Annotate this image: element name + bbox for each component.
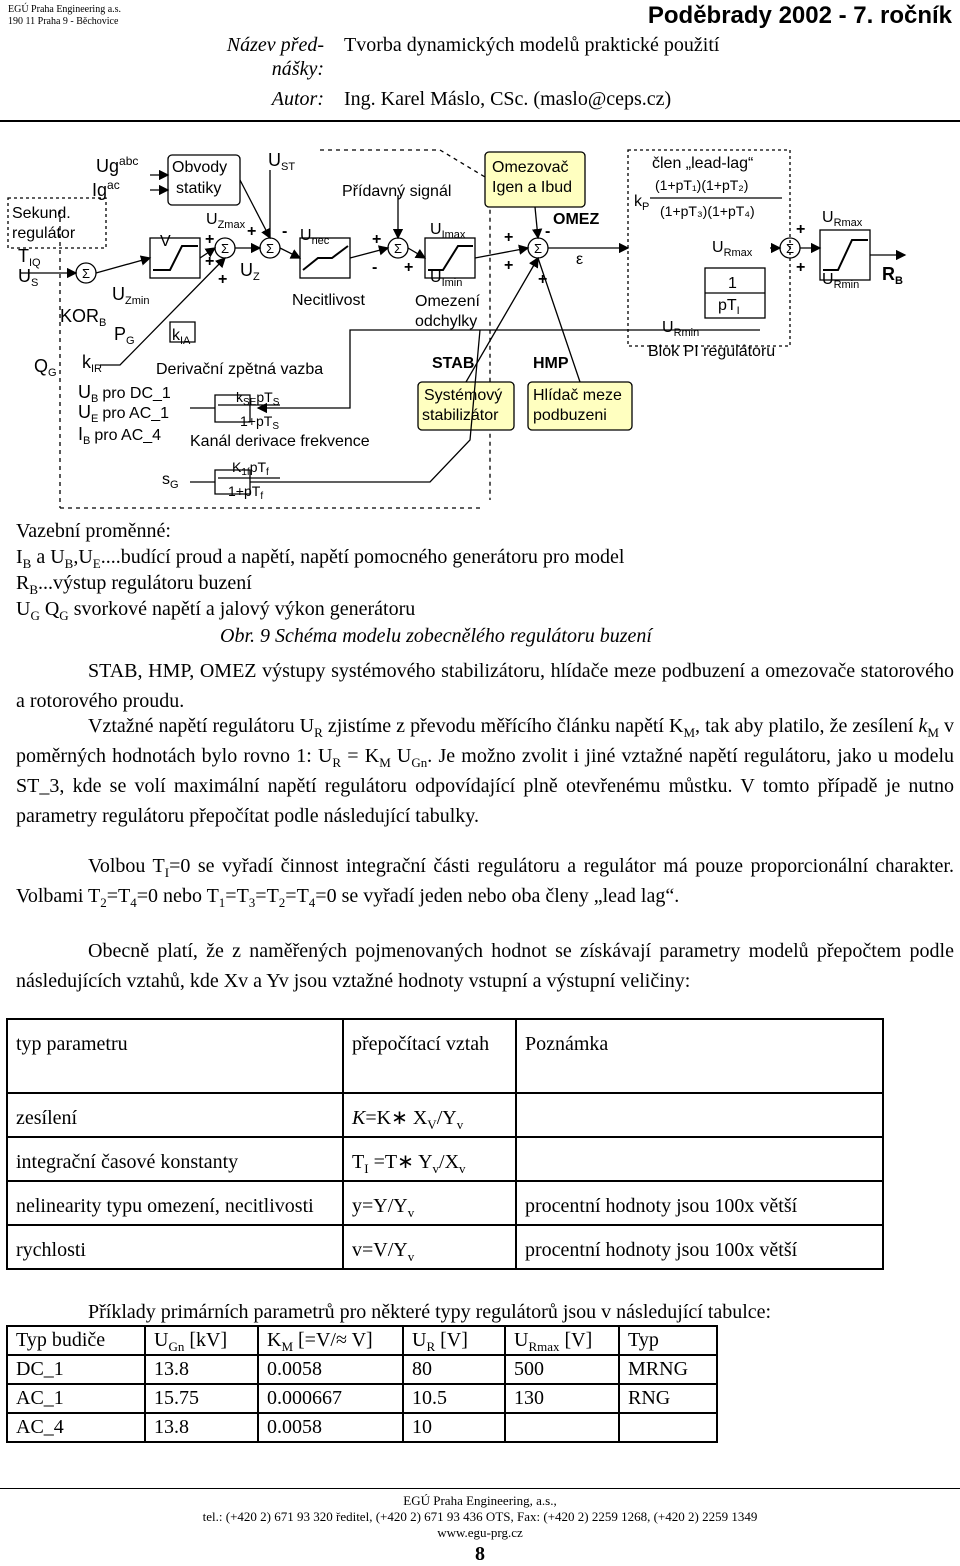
kp-label: $k_P$ (634, 193, 650, 213)
paragraph-ti: Volbou $T_I=0$ se vyřadí činnost integrační části regulátoru a regulátor má pouze proporcionální charakter. Volbami $T_2=T_4=0$ nebo $T_1=T_3=T_2=T_4=0$ se vyřadí jeden nebo oba členy „lead lag“. (16, 855, 954, 910)
u-rmin-outer-label: $U_{Rmin}$ (822, 271, 860, 291)
sign-plus: + (205, 231, 215, 248)
table-cell: 130 (505, 1384, 619, 1413)
omezovac-line1: Omezovač (492, 159, 569, 176)
table-cell: 80 (403, 1355, 505, 1384)
table-row (7, 1181, 883, 1225)
table-cell: 13.8 (145, 1355, 258, 1384)
sign-plus: + (218, 271, 228, 288)
table-cell: MRNG (619, 1355, 717, 1384)
page-number: 8 (475, 1543, 485, 1565)
table-cell: 500 (505, 1355, 619, 1384)
table-cell: 10 (403, 1413, 505, 1442)
u-nec-label: $U_{nec}$ (300, 227, 330, 247)
header-divider (0, 120, 960, 122)
table-cell: RNG (619, 1384, 717, 1413)
sign-plus: + (372, 231, 382, 248)
table-cell (505, 1413, 619, 1442)
regulator-block-diagram (0, 140, 960, 515)
sign-minus: - (545, 223, 551, 240)
paragraph-general: Obecně platí, že z naměřených pojmenovaných hodnot se získávají parametry modelů přepočtem podle následujících vztahů, kde Xv a Yv jsou vztažné hodnoty vstupní a výstupní veličiny: (16, 940, 954, 992)
u-zmin-label: $U_{Zmin}$ (112, 284, 150, 307)
table-row (7, 1413, 717, 1442)
examples-sentence: Příklady primárních parametrů pro některé typy regulátorů jsou v následující tabulce: (88, 1301, 772, 1323)
obvody-label: Obvody (172, 159, 228, 176)
kse-denominator: $1+pT_S$ (240, 413, 279, 432)
sign-plus: + (205, 253, 215, 270)
necitlivost-label: Necitlivost (292, 292, 365, 309)
paragraph-reference-voltage: Vztažné napětí regulátoru $U_R$ zjistíme z převodu měřícího článku napětí $K_M$, tak aby platilo, že zesílení $k_M$ v poměrných hodnotách bylo rovno 1: $U_R = K_M$ $U_{Gn}$. Je možno zvolit i jiné vztažné napětí regulátoru, jako u modelu ST_3, kde se volí maximální napětí regulátoru odpovídající plně otevřenému můstku. V tomto případě je nutno parametry regulátoru přepočítat podle následující tabulky. (16, 715, 955, 827)
table-row (7, 1137, 883, 1181)
conversion-table (6, 1018, 884, 1270)
lead-lag-numerator: (1+pT₁)(1+pT₂) (655, 177, 749, 193)
t-iq-label: $T_{IQ}$ (18, 246, 41, 269)
sum1-sigma: Σ (81, 266, 91, 281)
sum2-sigma: Σ (220, 241, 230, 256)
table-row (7, 1355, 717, 1384)
u-rmax-inner-label: $U_{Rmax}$ (712, 239, 753, 259)
table-cell: DC_1 (7, 1355, 145, 1384)
sum5-sigma: Σ (533, 241, 543, 256)
table-cell (516, 1093, 883, 1137)
pi-numerator: 1 (728, 275, 737, 292)
sign-minus: - (282, 223, 288, 240)
table-row (7, 1384, 717, 1413)
table-cell: zesílení (7, 1093, 343, 1137)
v-label: V (160, 233, 171, 250)
lecture-name-label-line2: nášky: (271, 58, 324, 80)
hmp-box-line2: podbuzeni (533, 407, 607, 424)
vazebni-line-ug: $U_G$ $Q_G$ svorkové napětí a jalový výkon generátoru (16, 598, 416, 623)
footer-company: EGÚ Praha Engineering, a.s., (403, 1493, 557, 1508)
stab-box-line2: stabilizátor (422, 407, 499, 424)
table-header-cell: $U_{Rmax}$ [V] (505, 1326, 619, 1355)
table-cell: 13.8 (145, 1413, 258, 1442)
sign-minus: - (372, 259, 378, 276)
vazebni-line-ib: $I_B$ a $U_B,U_E....budící$ proud a napětí, napětí pomocného generátoru pro model (16, 546, 625, 571)
sign-plus: + (247, 223, 257, 240)
lecture-name-label-line1: Název před- (226, 34, 324, 56)
event-title: Poděbrady 2002 - 7. ročník (647, 2, 952, 29)
u-s-label: $U_S$ (18, 266, 39, 289)
table-header-cell: Typ (619, 1326, 717, 1355)
k-ia-label: $k_{IA}$ (172, 327, 191, 347)
lead-lag-label: člen „lead-lag“ (652, 155, 754, 172)
sign-plus: + (538, 271, 548, 288)
k1f-numerator: $K_{1f}pT_f$ (232, 459, 269, 478)
k1f-denominator: $1+pT_f$ (228, 483, 264, 502)
u-rmax-outer-label: $U_{Rmax}$ (822, 209, 863, 229)
regulator-label: regulátor (12, 225, 76, 242)
sum3-sigma: Σ (265, 241, 275, 256)
table-header-cell: Typ budiče (7, 1326, 145, 1355)
company-name: EGÚ Praha Engineering a.s. (8, 4, 122, 15)
u-imin-label: $U_{Imin}$ (430, 269, 463, 289)
table-cell: nelinearity typu omezení, necitlivosti (7, 1181, 343, 1225)
ig-ac-label: $Ig^{ac}$ (92, 178, 120, 200)
footer-website: www.egu-prg.cz (437, 1525, 523, 1540)
table-header-cell: Poznámka (516, 1019, 883, 1093)
p-g-label: $P_G$ (114, 324, 135, 347)
statiky-label: statiky (176, 180, 222, 197)
q-g-label: $Q_G$ (34, 356, 57, 379)
stab-label: STAB (432, 355, 475, 372)
regulator-parameters-table (6, 1325, 718, 1443)
stab-box-line1: Systémový (424, 387, 503, 404)
odchylky-label: odchylky (415, 313, 478, 330)
sign-plus: + (504, 229, 514, 246)
company-street: 190 11 Praha 9 - Běchovice (8, 16, 119, 27)
table-cell: procentní hodnoty jsou 100x větší (516, 1181, 883, 1225)
lead-lag-denominator: (1+pT₃)(1+pT₄) (660, 203, 755, 219)
lecture-name-value: Tvorba dynamických modelů praktické použití (344, 34, 720, 56)
kse-numerator: $k_{SE}pT_S$ (236, 389, 280, 408)
table-cell: procentní hodnoty jsou 100x větší (516, 1225, 883, 1269)
figure-caption: Obr. 9 Schéma modelu zobecnělého regulátoru buzení (220, 625, 652, 647)
u-rmin-inner-label: $U_{Rmin}$ (662, 319, 700, 339)
u-zmax-label: $U_{Zmax}$ (206, 211, 246, 231)
sekund-label: Sekund. (12, 205, 71, 222)
vazebni-heading: Vazební proměnné: (16, 520, 171, 542)
omezeni-label: Omezení (415, 293, 480, 310)
footer-divider (0, 1488, 960, 1489)
table-cell: $y=Y/Y_v$ (343, 1181, 516, 1225)
paragraph-stab: STAB, HMP, OMEZ výstupy systémového stabilizátoru, hlídače meze podbuzení a omezovače statorového a rotorového proudu. (16, 660, 954, 712)
lecture-name-label (204, 33, 324, 81)
table-cell: 0.000667 (258, 1384, 403, 1413)
ug-abc-label: $Ug^{abc}$ (96, 154, 139, 176)
hmp-label: HMP (533, 355, 569, 372)
table-cell: 0.0058 (258, 1355, 403, 1384)
r-b-label: $R_B$ (882, 264, 903, 287)
k-ir-label: $k_{IR}$ (82, 352, 102, 375)
omezovac-line2: Igen a Ibud (492, 179, 573, 196)
table-cell: AC_4 (7, 1413, 145, 1442)
table-header-cell: typ parametru (7, 1019, 343, 1093)
table-cell: AC_1 (7, 1384, 145, 1413)
table-row (7, 1093, 883, 1137)
table-header-cell: $U_R$ [V] (403, 1326, 505, 1355)
pi-denominator: $pT_I$ (718, 297, 740, 317)
table-cell: 0.0058 (258, 1413, 403, 1442)
table-header-cell: $K_M$ [=V/≈ V] (258, 1326, 403, 1355)
epsilon-label: ε (576, 251, 584, 268)
author-label: Autor: (271, 88, 324, 110)
u-z-label: $U_Z$ (240, 260, 260, 283)
table-cell: 10.5 (403, 1384, 505, 1413)
ub-dc1-label: $U_B$ pro DC_1 (78, 382, 171, 405)
s-g-label: $s_G$ (162, 471, 179, 491)
pridavny-label: Přídavný signál (342, 183, 452, 200)
footer-contacts: tel.: (+420 2) 671 93 320 ředitel, (+420 2) 671 93 436 OTS, Fax: (+420 2) 2259 1268, (+420 2) 2259 1349 (202, 1509, 758, 1524)
table-cell: $T_I$ =T∗ $Y_v/X_v$ (343, 1137, 516, 1181)
u-imax-label: $U_{Imax}$ (430, 221, 466, 241)
hmp-box-line1: Hlídač meze (533, 387, 622, 404)
ue-ac1-label: $U_E$ pro AC_1 (78, 402, 170, 425)
table-row (7, 1326, 717, 1355)
table-header-cell: $U_{Gn}$ [kV] (145, 1326, 258, 1355)
table-cell: rychlosti (7, 1225, 343, 1269)
company-address (8, 4, 121, 28)
sum6-sigma: Σ (785, 241, 795, 256)
u-st-label: $U_{ST}$ (268, 150, 296, 173)
sign-plus: + (796, 259, 806, 276)
sign-plus: + (796, 221, 806, 238)
omez-label: OMEZ (553, 211, 600, 228)
sum4-sigma: Σ (393, 241, 403, 256)
table-row (7, 1225, 883, 1269)
kanal-label: Kanál derivace frekvence (190, 433, 370, 450)
table-cell (619, 1413, 717, 1442)
blok-pi-label: Blok PI regulátoru (648, 343, 776, 360)
table-cell: $v=V/Y_v$ (343, 1225, 516, 1269)
derivacni-label: Derivační zpětná vazba (156, 361, 324, 378)
ib-ac4-label: $I_B$ pro AC_4 (78, 424, 162, 447)
vazebni-line-rb: $R_B...výstup$ regulátoru buzení (16, 572, 252, 597)
table-row (7, 1019, 883, 1093)
kor-b-label: $KOR_B$ (60, 306, 107, 329)
sign-plus: + (504, 257, 514, 274)
table-cell: 15.75 (145, 1384, 258, 1413)
table-cell (516, 1137, 883, 1181)
table-header-cell: přepočítací vztah (343, 1019, 516, 1093)
author-value: Ing. Karel Máslo, CSc. (maslo@ceps.cz) (344, 88, 672, 110)
table-cell: integrační časové konstanty (7, 1137, 343, 1181)
sign-plus: + (404, 259, 414, 276)
table-cell: K=K∗ $X_V/Y_v$ (343, 1093, 516, 1137)
